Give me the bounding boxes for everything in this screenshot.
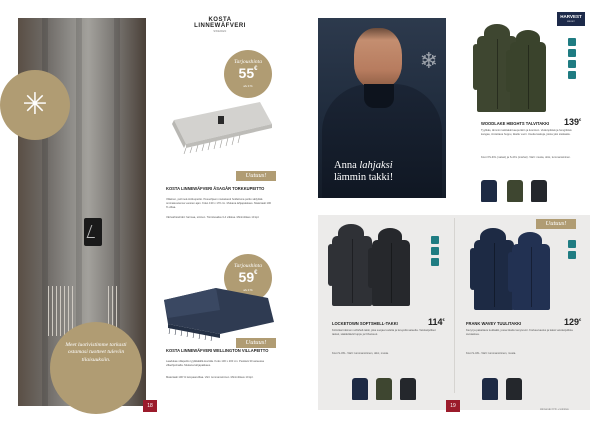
product-body-3: Tyylikäs, lämmin talvitakki kaupunkiin ja luontoon. Vedenpitävä ja hengittävä kangas, irrotettava huppu, tikattu vuori. Useita taskuja, joista yksi sisätasku. [481,129,572,136]
product-title-3: WOODLAKE HEIGHTS TALVITAKKI [481,121,550,126]
product-price-3: 139€ [564,117,582,127]
badge-price: 55€ [238,65,258,81]
softshell-jacket-image [332,236,372,306]
footer-note: Hinnat alv 0 % + toimitus [540,408,569,411]
blue-blanket-image [160,282,278,342]
color-swatch-black-3 [506,378,522,400]
brand-header [185,17,255,33]
windproof-icon [568,240,576,248]
color-swatch-black-2 [400,378,416,400]
hero-title: Anna lahjaksi lämmin takki! [334,160,394,183]
color-swatch-navy-3 [482,378,498,400]
badge-note: alv 0 % [243,84,253,88]
color-swatch-navy [481,180,497,202]
page-number: 18 [143,400,157,412]
feature-icons-3 [568,240,576,262]
product-price-4: 114€ [428,317,445,327]
new-label-1: Uutuus! [236,171,276,181]
breathable-icon [431,247,439,255]
color-swatch-olive [507,180,523,202]
badge-note: alv 0 % [243,288,253,292]
brand-name: KOSTA LINNEWÄFVERI [194,17,246,29]
color-swatch-navy-2 [352,378,368,400]
color-swatch-olive-2 [376,378,392,400]
product-details-1: Värivaihtoehdot: harmaa, sininen. Toimitusaika 3-4 viikkoa. Minimitilaus 10 kpl. [166,216,260,219]
product-details-4: Koot S-3XL. Värit: tummansininen, oliivi, musta. [332,352,389,355]
logo-sub: FROST [567,21,575,23]
product-title-5: FRANK WAVEY TUULITAKKI [466,321,522,326]
warm-icon [568,71,576,79]
product-title-2: KOSTA LINNEWÄFVERI WELLINGTON VILLAPEITTO [166,348,269,353]
product-body-4: Kolmikerroksinen softshell-takki, joka suojaa tuulelta ja kevyeltä sateelta. Vetoketjulliset taskut, säädettävä huppu ja hihansuut. [332,329,436,336]
logo-name: HARVEST [560,14,582,19]
product-body-1: Villainen, pehmeä torkkupeitto. Pesuohjeen mukaisesti hoidettuna peitto säilyttää ominaisuutensa vuosien ajan. Koko 130 x 170 cm. Mukana lahjapakkaus. Materiaali 100 % villaa. [166,198,272,209]
waterproof-icon [431,236,439,244]
page-number-right: 19 [446,400,460,412]
softshell-jacket-image-2 [372,240,410,306]
badge-price: 59€ [238,269,258,285]
wind-jacket-image-2 [512,244,550,310]
price-badge-1 [224,50,272,98]
color-swatch-black [531,180,547,202]
product-body-5: Kevyt ja pakattava tuulitakki, jossa tikattu kevytvuori. Korkea kaulus ja kaksi vetoketjullista sivutaskua. [466,329,573,336]
windproof-icon [568,60,576,68]
product-details-3: Koot XS-3XL (naiset) ja S-4XL (miehet). Värit: musta, oliivi, tummansininen. [481,156,571,159]
harvest-logo [557,12,585,26]
circle-text: Meet luotivistimme tarkasti ostamasi tuotteet tuleviin tilaisuuksiin. [65,342,127,363]
badge-label: Tarjoushinta [234,59,262,65]
product-title-1: KOSTA LINNEWÄFVERI ÅSAGÅR TORKKUPEITTO [166,186,265,191]
packable-icon [568,251,576,259]
feature-icons-2 [431,236,439,269]
product-body-2: Laadukas villapeitto tyylikkäällä kuviolla. Koko 130 x 200 cm. Pestävä 30 asteessa villaohjelmalla. Mukana lahjapakkaus. [166,360,264,367]
feature-icons [568,38,576,82]
breathable-icon [568,49,576,57]
waterproof-icon [568,38,576,46]
badge-label: Tarjoushinta [234,263,262,269]
snowflake-icon: ❄ [419,48,438,73]
product-title-4: LOCKETOWN SOFTSHELL-TAKKI [332,321,398,326]
brand-sub: SWEDEN [213,30,227,33]
divider [454,218,455,393]
product-price-5: 129€ [564,317,582,327]
product-details-2: Materiaali 100 % lampaanvillaa. Väri: tummansininen. Minimitilaus 10 kpl. [166,376,254,379]
new-label-3: Uutuus! [536,219,576,229]
product-details-5: Koot S-4XL. Värit: tummansininen, musta. [466,352,517,355]
gray-blanket-image [168,98,276,154]
brand-tag [84,218,102,246]
decor-circle-bottom [50,322,142,414]
windproof-icon [431,258,439,266]
snowflake-icon: ✳ [22,88,48,121]
olive-jacket-image-2 [510,42,546,112]
new-label-2: Uutuus! [236,338,276,348]
